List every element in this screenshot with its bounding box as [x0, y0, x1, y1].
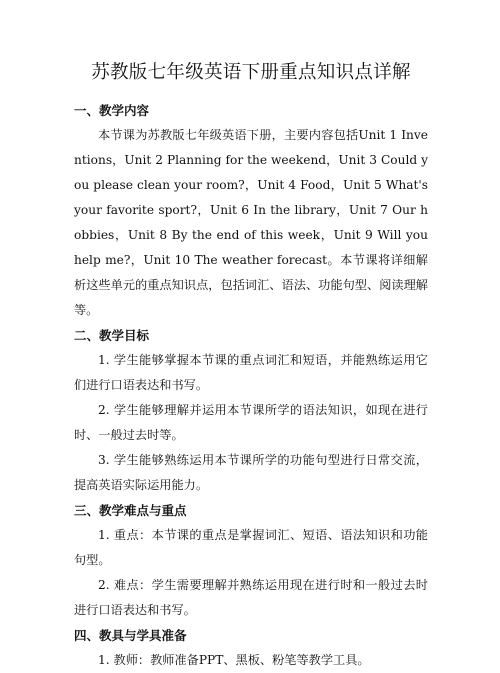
paragraph: 1. 重点：本节课的重点是掌握词汇、短语、语法知识和功能句型。 — [74, 528, 428, 567]
section-heading: 四、教具与学具准备 — [74, 628, 187, 643]
section-heading: 二、教学目标 — [74, 328, 150, 343]
document-title: 苏教版七年级英语下册重点知识点详解 — [91, 62, 411, 83]
paragraph: 2. 学生能够理解并运用本节课所学的语法知识，如现在进行时、一般过去时等。 — [74, 403, 428, 442]
section-heading: 三、教学难点与重点 — [74, 503, 187, 518]
paragraph: 1. 学生能够掌握本节课的重点词汇和短语，并能熟练运用它们进行口语表达和书写。 — [74, 353, 428, 392]
section-materials — [74, 623, 428, 673]
paragraph: 1. 教师：教师准备PPT、黑板、粉笔等教学工具。 — [98, 653, 370, 667]
paragraph: 3. 学生能够熟练运用本节课所学的功能句型进行日常交流，提高英语实际运用能力。 — [74, 453, 428, 492]
section-teaching-content — [74, 98, 428, 323]
section-heading: 一、教学内容 — [74, 103, 150, 118]
section-teaching-goals — [74, 323, 428, 498]
section-key-points — [74, 498, 428, 623]
paragraph: 2. 难点：学生需要理解并熟练运用现在进行时和一般过去时进行口语表达和书写。 — [74, 578, 428, 617]
paragraph: 本节课为苏教版七年级英语下册，主要内容包括Unit 1 Inventions，Unit 2 Planning for the weekend，Unit 3 Could you please clean your room?，Unit 4 Food，Unit 5 What's your favorite sport?，Unit 6 In the library，Unit 7 Our hobbies，Unit 8 By the end of this week，Unit 9 Will you help me?，Unit 10 The weather forecast。本节课将详细解析这些单元的重点知识点，包括词汇、语法、功能句型、阅读理解等。 — [74, 128, 428, 317]
